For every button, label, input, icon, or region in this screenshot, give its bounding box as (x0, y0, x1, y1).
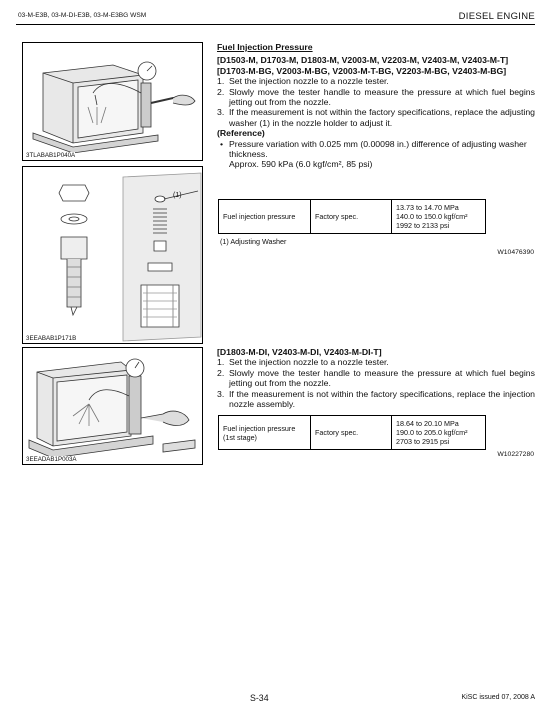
figure-nozzle-holder-exploded (22, 166, 203, 344)
spec-table-1 (218, 199, 486, 234)
spec-table-2 (218, 415, 486, 450)
section-di-models (217, 347, 535, 409)
spec-type: Factory spec. (311, 416, 392, 450)
section-header: DIESEL ENGINE (458, 11, 535, 22)
reference-approx: Approx. 590 kPa (6.0 kgf/cm², 85 psi) (229, 159, 373, 170)
page-number: S-34 (250, 693, 269, 703)
callout-adjusting-washer: (1) (173, 192, 182, 199)
step-item: 3. If the measurement is not within the factory specifications, replace the adjusting washer (1) in the nozzle holder to adjust it. (217, 107, 535, 128)
document-header-title: 03-M-E3B, 03-M-DI-E3B, 03-M-E3BG WSM (18, 12, 147, 19)
spec-type: Factory spec. (311, 200, 392, 234)
nozzle-tester-illustration (23, 43, 203, 161)
reference-bullet: • Pressure variation with 0.025 mm (0.00098 in.) difference of adjusting washer thickness. (220, 138, 527, 160)
step-item: 2. Slowly move the tester handle to measure the pressure at which fuel begins jetting out from the nozzle. (217, 367, 535, 389)
section-title: Fuel Injection Pressure (217, 42, 313, 52)
figure-nozzle-tester (22, 42, 203, 161)
step-item: 2. Slowly move the tester handle to measure the pressure at which fuel begins jetting out from the nozzle. (217, 86, 535, 108)
procedure-steps (217, 76, 535, 128)
figure-note: (1) Adjusting Washer (220, 237, 287, 246)
section-fuel-injection-pressure (217, 42, 535, 170)
issue-info: KiSC issued 07, 2008 A (461, 694, 535, 701)
spec-values: 18.64 to 20.10 MPa 190.0 to 205.0 kgf/cm² 2703 to 2915 psi (392, 416, 486, 450)
section-code: W10476390 (497, 249, 534, 256)
figure-nozzle-tester-di (22, 347, 203, 465)
spec-item: Fuel injection pressure (219, 200, 311, 234)
step-item: 1. Set the injection nozzle to a nozzle tester. (217, 76, 389, 87)
header-rule (16, 24, 535, 25)
nozzle-tester-di-illustration (23, 348, 203, 465)
figure-label: 3EEABAB1P171B (26, 335, 77, 342)
model-list-a: [D1503-M, D1703-M, D1803-M, V2003-M, V2203-M, V2403-M, V2403-M-T] (217, 55, 509, 66)
spec-item: Fuel injection pressure (1st stage) (219, 416, 311, 450)
spec-values: 13.73 to 14.70 MPa 140.0 to 150.0 kgf/cm² 1992 to 2133 psi (392, 200, 486, 234)
model-list-di: [D1803-M-DI, V2403-M-DI, V2403-M-DI-T] (217, 347, 382, 357)
figure-label: 3EEADAB1P003A (26, 456, 77, 463)
nozzle-holder-illustration (23, 167, 203, 344)
figure-label: 3TLABAB1P040A (26, 152, 76, 159)
reference-heading: (Reference) (217, 128, 265, 139)
model-list-b: [D1703-M-BG, V2003-M-BG, V2003-M-T-BG, V2203-M-BG, V2403-M-BG] (217, 65, 507, 76)
procedure-steps (217, 357, 535, 409)
section-code: W10227280 (497, 451, 534, 458)
step-item: 1. Set the injection nozzle to a nozzle tester. (217, 357, 389, 368)
step-item: 3. If the measurement is not within the factory specifications, replace the injection nozzle assembly. (217, 388, 535, 410)
